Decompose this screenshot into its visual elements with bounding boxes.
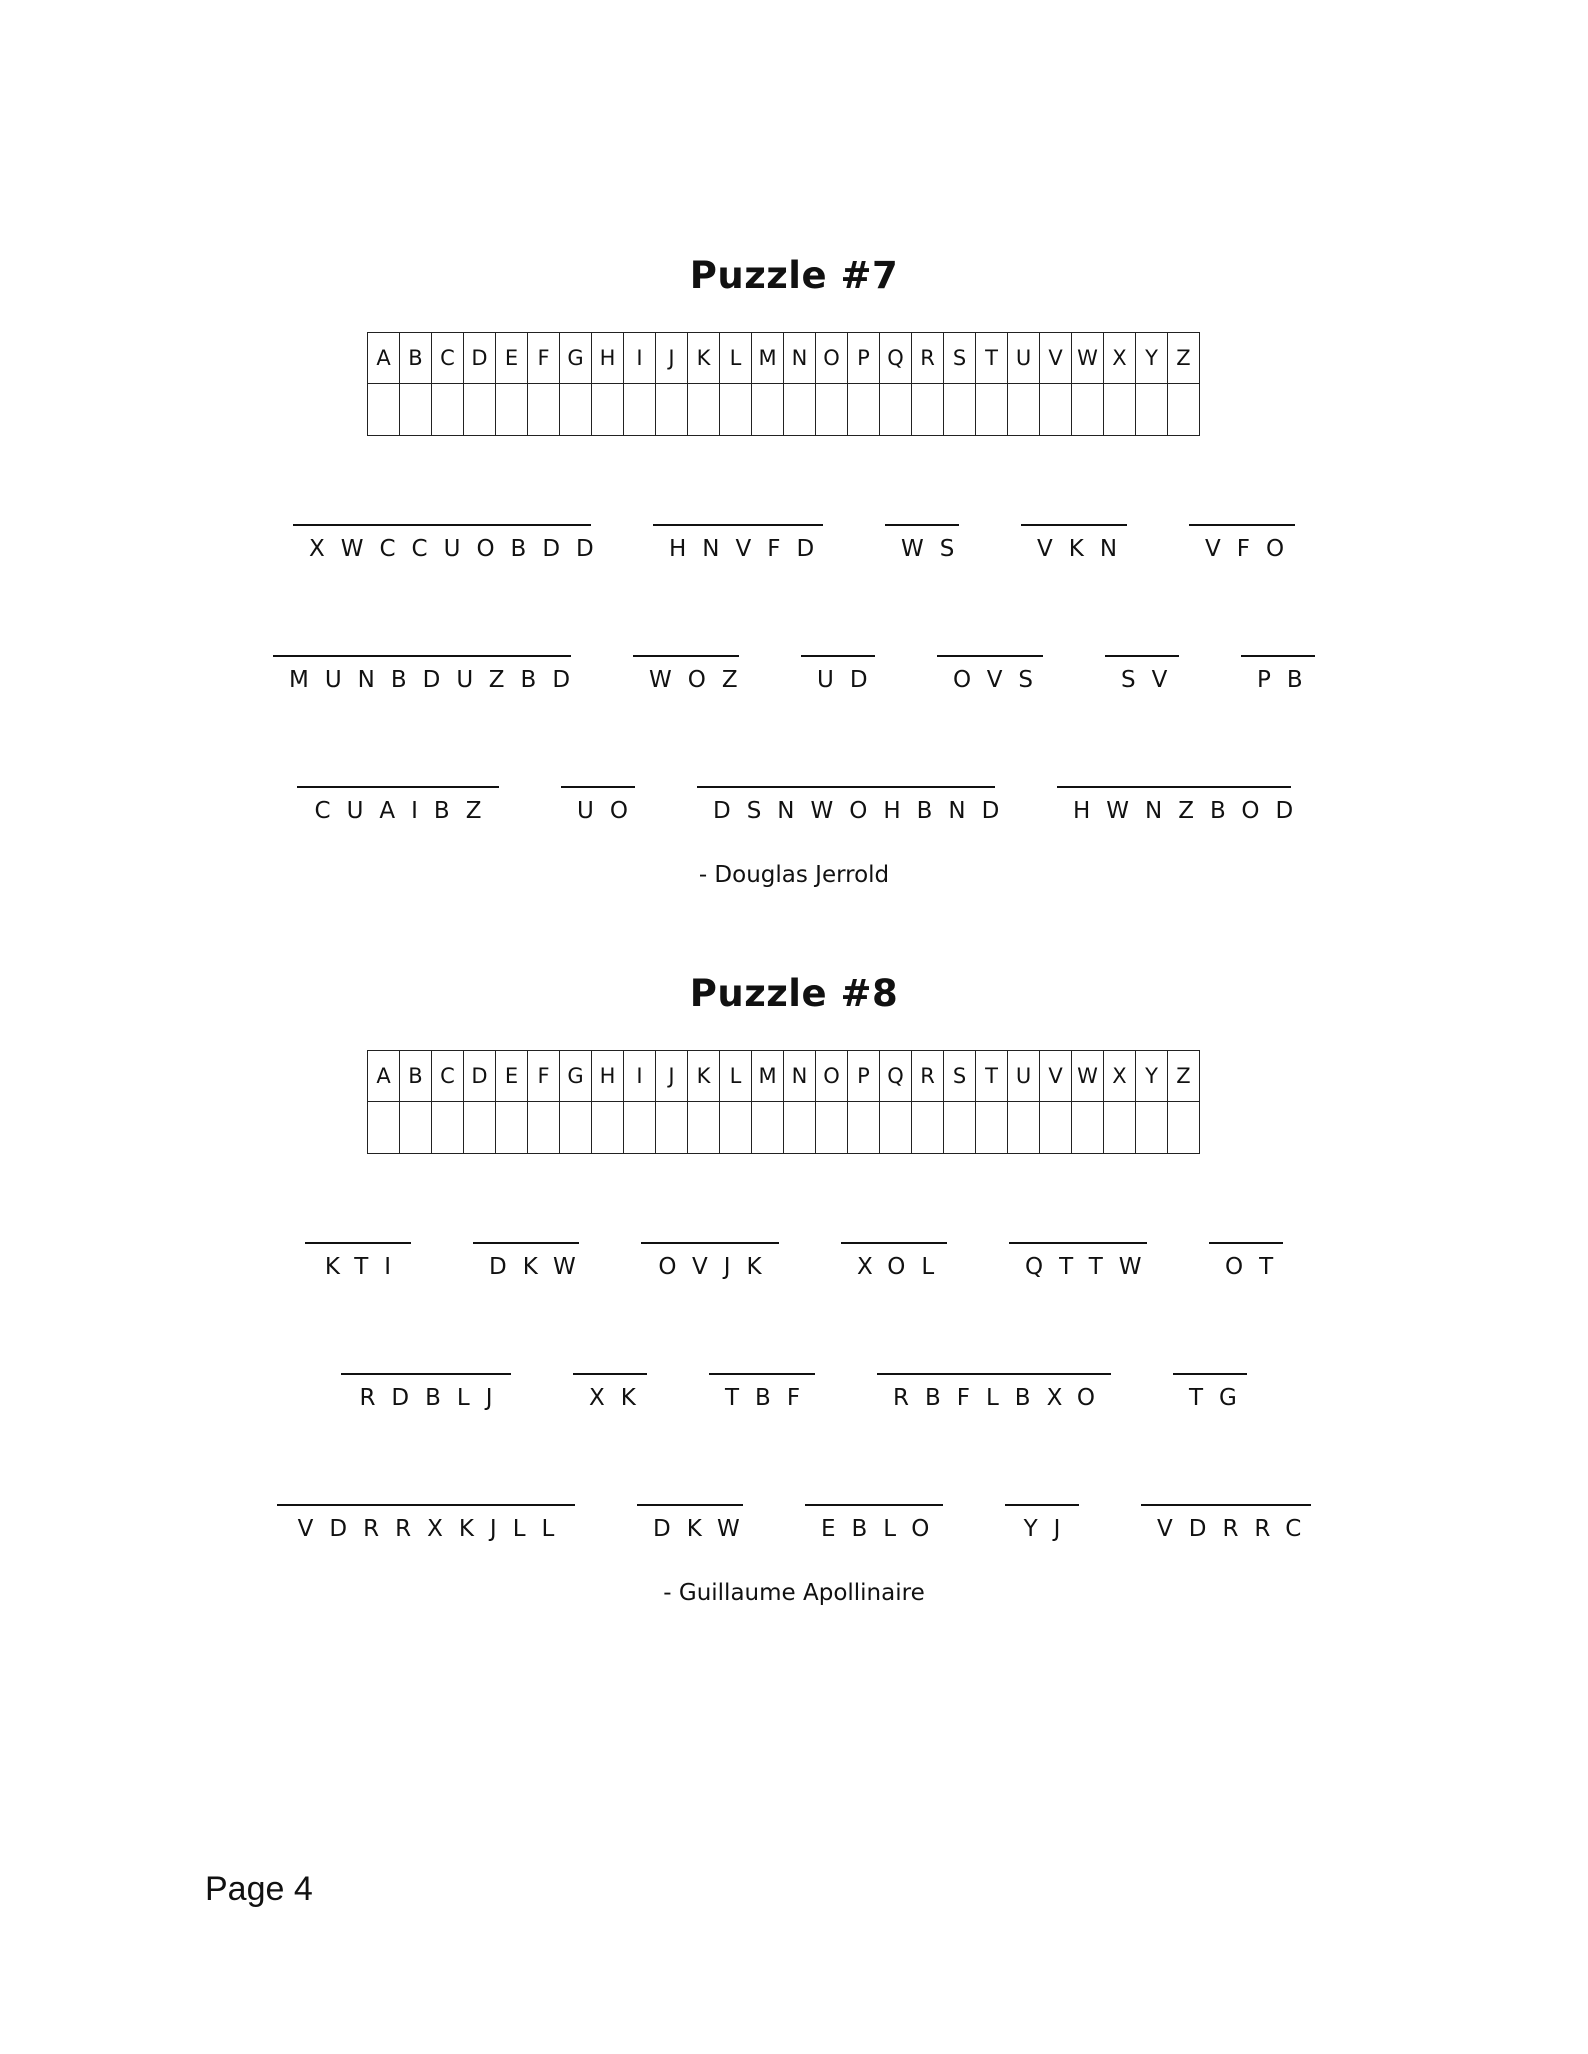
- key-letter-cell: A: [368, 333, 400, 384]
- cipher-text: SV: [1121, 667, 1184, 693]
- key-answer-cell[interactable]: [1104, 384, 1136, 436]
- cipher-key-table: [367, 332, 1200, 436]
- key-answer-cell[interactable]: [720, 1102, 752, 1154]
- cipher-word: [297, 770, 499, 824]
- cipher-word: [937, 639, 1050, 693]
- key-letter-cell: E: [496, 333, 528, 384]
- cipher-word: [637, 1488, 756, 1542]
- cipher-text: EBLO: [821, 1516, 946, 1542]
- key-answer-cell[interactable]: [496, 1102, 528, 1154]
- answer-blank-line[interactable]: [653, 524, 823, 526]
- key-letter-cell: E: [496, 1051, 528, 1102]
- key-letter-cell: S: [944, 1051, 976, 1102]
- key-letter-cell: H: [592, 333, 624, 384]
- key-answer-cell[interactable]: [1136, 1102, 1168, 1154]
- key-answer-cell[interactable]: [688, 1102, 720, 1154]
- key-answer-cell[interactable]: [432, 1102, 464, 1154]
- quote-author: - Guillaume Apollinaire: [663, 1580, 925, 1606]
- cipher-text: TG: [1189, 1385, 1253, 1411]
- cipher-text: VDRRXKJLL: [297, 1516, 571, 1542]
- key-letter-cell: C: [432, 1051, 464, 1102]
- cipher-word: [1057, 770, 1310, 824]
- cipher-text: OT: [1225, 1254, 1290, 1280]
- key-answer-cell[interactable]: [656, 1102, 688, 1154]
- answer-blank-line[interactable]: [305, 1242, 411, 1244]
- key-answer-cell[interactable]: [816, 1102, 848, 1154]
- key-letter-cell: Z: [1168, 1051, 1200, 1102]
- key-answer-cell[interactable]: [592, 384, 624, 436]
- cipher-text: HNVFD: [669, 536, 831, 562]
- puzzle-title: Puzzle #7: [689, 254, 899, 297]
- answer-blank-line[interactable]: [1009, 1242, 1147, 1244]
- key-letter-cell: J: [656, 1051, 688, 1102]
- cipher-row: [0, 508, 1588, 568]
- key-letter-cell: T: [976, 1051, 1008, 1102]
- key-letter-cell: B: [400, 1051, 432, 1102]
- cipher-word: [885, 508, 971, 562]
- answer-blank-line[interactable]: [641, 1242, 779, 1244]
- key-letter-cell: Y: [1136, 333, 1168, 384]
- key-letter-cell: L: [720, 333, 752, 384]
- quote-author: - Douglas Jerrold: [698, 862, 890, 888]
- answer-blank-line[interactable]: [1021, 524, 1127, 526]
- cipher-word: [1105, 639, 1184, 693]
- answer-blank-line[interactable]: [1005, 1504, 1079, 1506]
- key-answer-cell[interactable]: [560, 1102, 592, 1154]
- answer-blank-line[interactable]: [697, 786, 995, 788]
- key-letter-cell: L: [720, 1051, 752, 1102]
- cipher-word: [473, 1226, 592, 1280]
- answer-blank-line[interactable]: [341, 1373, 511, 1375]
- key-answer-cell[interactable]: [1040, 1102, 1072, 1154]
- answer-blank-line[interactable]: [1173, 1373, 1247, 1375]
- cipher-word: [633, 639, 754, 693]
- cipher-word: [877, 1357, 1111, 1411]
- key-letter-cell: G: [560, 1051, 592, 1102]
- key-answer-cell[interactable]: [1168, 384, 1200, 436]
- cipher-text: UO: [577, 798, 644, 824]
- key-letter-cell: D: [464, 333, 496, 384]
- cipher-text: RBFLBXO: [893, 1385, 1111, 1411]
- key-letter-cell: Y: [1136, 1051, 1168, 1102]
- key-answer-cell[interactable]: [720, 384, 752, 436]
- key-answer-cell[interactable]: [880, 384, 912, 436]
- cipher-row: [0, 1488, 1588, 1548]
- cipher-text: OVS: [953, 667, 1050, 693]
- key-answer-cell[interactable]: [880, 1102, 912, 1154]
- key-answer-cell[interactable]: [496, 384, 528, 436]
- key-letter-cell: S: [944, 333, 976, 384]
- key-letter-cell: Z: [1168, 333, 1200, 384]
- cipher-text: HWNZBOD: [1073, 798, 1310, 824]
- answer-blank-line[interactable]: [877, 1373, 1111, 1375]
- key-answer-cell[interactable]: [368, 1102, 400, 1154]
- key-answer-cell[interactable]: [912, 384, 944, 436]
- cipher-text: TBF: [725, 1385, 817, 1411]
- key-answer-cell[interactable]: [656, 384, 688, 436]
- key-letter-cell: Q: [880, 1051, 912, 1102]
- key-letter-cell: Q: [880, 333, 912, 384]
- cipher-word: [653, 508, 831, 562]
- key-answer-cell[interactable]: [624, 1102, 656, 1154]
- key-answer-cell[interactable]: [1008, 1102, 1040, 1154]
- key-letter-cell: M: [752, 1051, 784, 1102]
- key-answer-cell[interactable]: [1072, 1102, 1104, 1154]
- cipher-word: [1021, 508, 1134, 562]
- answer-blank-line[interactable]: [841, 1242, 947, 1244]
- cipher-word: [293, 508, 610, 562]
- answer-blank-line[interactable]: [1105, 655, 1179, 657]
- cipher-text: XWCCUOBDD: [309, 536, 610, 562]
- answer-blank-line[interactable]: [885, 524, 959, 526]
- key-letter-cell: X: [1104, 1051, 1136, 1102]
- answer-blank-line[interactable]: [1209, 1242, 1283, 1244]
- key-letter-cell: V: [1040, 1051, 1072, 1102]
- cipher-word: [1209, 1226, 1290, 1280]
- key-letter-cell: W: [1072, 1051, 1104, 1102]
- cipher-text: QTTW: [1025, 1254, 1158, 1280]
- key-answer-cell[interactable]: [784, 384, 816, 436]
- cipher-text: WS: [901, 536, 971, 562]
- cipher-text: DKW: [489, 1254, 592, 1280]
- key-answer-cell[interactable]: [400, 1102, 432, 1154]
- cipher-text: DKW: [653, 1516, 756, 1542]
- answer-blank-line[interactable]: [1057, 786, 1291, 788]
- key-letter-cell: J: [656, 333, 688, 384]
- key-letter-cell: P: [848, 1051, 880, 1102]
- cipher-word: [1005, 1488, 1079, 1542]
- key-letter-cell: V: [1040, 333, 1072, 384]
- key-answer-cell[interactable]: [432, 384, 464, 436]
- cipher-row: [0, 1226, 1588, 1286]
- key-letter-cell: R: [912, 333, 944, 384]
- cipher-word: [561, 770, 644, 824]
- cipher-text: WOZ: [649, 667, 754, 693]
- key-answer-cell[interactable]: [752, 384, 784, 436]
- answer-blank-line[interactable]: [297, 786, 499, 788]
- key-letter-cell: A: [368, 1051, 400, 1102]
- key-answer-row: [368, 1102, 1200, 1154]
- cipher-text: VKN: [1037, 536, 1134, 562]
- cipher-text: CUAIBZ: [314, 798, 498, 824]
- cipher-text: VDRRC: [1157, 1516, 1318, 1542]
- key-answer-cell[interactable]: [976, 1102, 1008, 1154]
- key-letter-cell: U: [1008, 1051, 1040, 1102]
- key-answer-cell[interactable]: [528, 384, 560, 436]
- cipher-row: [0, 639, 1588, 699]
- key-letter-cell: X: [1104, 333, 1136, 384]
- key-answer-cell[interactable]: [1136, 384, 1168, 436]
- cipher-text: MUNBDUZBD: [289, 667, 587, 693]
- answer-blank-line[interactable]: [937, 655, 1043, 657]
- cipher-word: [709, 1357, 815, 1411]
- page-number: Page 4: [205, 1870, 313, 1908]
- cipher-key-table: [367, 1050, 1200, 1154]
- answer-blank-line[interactable]: [473, 1242, 579, 1244]
- key-letter-cell: N: [784, 333, 816, 384]
- answer-blank-line[interactable]: [637, 1504, 743, 1506]
- cipher-text: PB: [1257, 667, 1319, 693]
- answer-blank-line[interactable]: [633, 655, 739, 657]
- cipher-text: XK: [589, 1385, 652, 1411]
- cipher-word: [697, 770, 1016, 824]
- puzzle-7: [0, 250, 1588, 888]
- key-letter-cell: M: [752, 333, 784, 384]
- key-letter-cell: F: [528, 1051, 560, 1102]
- cipher-word: [801, 639, 884, 693]
- cipher-word: [277, 1488, 575, 1542]
- key-answer-cell[interactable]: [1040, 384, 1072, 436]
- key-letter-cell: K: [688, 333, 720, 384]
- cipher-word: [641, 1226, 779, 1280]
- key-answer-cell[interactable]: [976, 384, 1008, 436]
- key-answer-cell[interactable]: [912, 1102, 944, 1154]
- key-answer-cell[interactable]: [400, 384, 432, 436]
- key-letters-row: [368, 333, 1200, 384]
- cipher-word: [573, 1357, 652, 1411]
- answer-blank-line[interactable]: [573, 1373, 647, 1375]
- key-letter-cell: U: [1008, 333, 1040, 384]
- cipher-word: [1141, 1488, 1318, 1542]
- key-letter-cell: P: [848, 333, 880, 384]
- key-answer-cell[interactable]: [1168, 1102, 1200, 1154]
- key-letter-cell: C: [432, 333, 464, 384]
- answer-blank-line[interactable]: [273, 655, 571, 657]
- key-letter-cell: W: [1072, 333, 1104, 384]
- cipher-word: [341, 1357, 511, 1411]
- key-letter-cell: D: [464, 1051, 496, 1102]
- answer-blank-line[interactable]: [293, 524, 591, 526]
- key-answer-cell[interactable]: [1008, 384, 1040, 436]
- answer-blank-line[interactable]: [1189, 524, 1295, 526]
- key-answer-cell[interactable]: [592, 1102, 624, 1154]
- key-letter-cell: I: [624, 1051, 656, 1102]
- cipher-text: DSNWOHBND: [713, 798, 1016, 824]
- cipher-word: [273, 639, 587, 693]
- key-letter-cell: N: [784, 1051, 816, 1102]
- key-answer-cell[interactable]: [848, 1102, 880, 1154]
- key-answer-cell[interactable]: [752, 1102, 784, 1154]
- cipher-text: VFO: [1205, 536, 1301, 562]
- cipher-text: KTI: [324, 1254, 408, 1280]
- key-letter-cell: F: [528, 333, 560, 384]
- key-answer-cell[interactable]: [464, 384, 496, 436]
- key-letter-cell: G: [560, 333, 592, 384]
- cipher-word: [1189, 508, 1301, 562]
- key-answer-cell[interactable]: [944, 384, 976, 436]
- cipher-text: YJ: [1023, 1516, 1077, 1542]
- answer-blank-line[interactable]: [801, 655, 875, 657]
- cipher-row: [0, 770, 1588, 830]
- cipher-text: XOL: [857, 1254, 951, 1280]
- cipher-text: UD: [817, 667, 884, 693]
- key-letter-cell: B: [400, 333, 432, 384]
- key-letter-cell: H: [592, 1051, 624, 1102]
- key-answer-cell[interactable]: [1072, 384, 1104, 436]
- puzzle-8: [0, 968, 1588, 1606]
- key-letter-cell: R: [912, 1051, 944, 1102]
- key-letter-cell: O: [816, 333, 848, 384]
- key-answer-cell[interactable]: [368, 384, 400, 436]
- answer-blank-line[interactable]: [1141, 1504, 1311, 1506]
- key-answer-cell[interactable]: [528, 1102, 560, 1154]
- cipher-word: [805, 1488, 946, 1542]
- answer-blank-line[interactable]: [561, 786, 635, 788]
- key-answer-cell[interactable]: [848, 384, 880, 436]
- key-letter-cell: O: [816, 1051, 848, 1102]
- cipher-row: [0, 1357, 1588, 1417]
- key-answer-cell[interactable]: [816, 384, 848, 436]
- key-answer-cell[interactable]: [560, 384, 592, 436]
- key-answer-cell[interactable]: [464, 1102, 496, 1154]
- cipher-text: RDBLJ: [359, 1385, 509, 1411]
- key-answer-cell[interactable]: [944, 1102, 976, 1154]
- key-answer-row: [368, 384, 1200, 436]
- answer-blank-line[interactable]: [805, 1504, 943, 1506]
- key-letter-cell: K: [688, 1051, 720, 1102]
- key-answer-cell[interactable]: [624, 384, 656, 436]
- cipher-word: [1241, 639, 1319, 693]
- key-letter-cell: T: [976, 333, 1008, 384]
- key-answer-cell[interactable]: [784, 1102, 816, 1154]
- key-letters-row: [368, 1051, 1200, 1102]
- answer-blank-line[interactable]: [277, 1504, 575, 1506]
- cipher-word: [841, 1226, 951, 1280]
- puzzle-title: Puzzle #8: [689, 972, 899, 1015]
- answer-blank-line[interactable]: [1241, 655, 1315, 657]
- key-answer-cell[interactable]: [688, 384, 720, 436]
- answer-blank-line[interactable]: [709, 1373, 815, 1375]
- key-letter-cell: I: [624, 333, 656, 384]
- cipher-word: [1173, 1357, 1253, 1411]
- cipher-word: [305, 1226, 411, 1280]
- cipher-word: [1009, 1226, 1158, 1280]
- key-answer-cell[interactable]: [1104, 1102, 1136, 1154]
- cipher-text: OVJK: [658, 1254, 778, 1280]
